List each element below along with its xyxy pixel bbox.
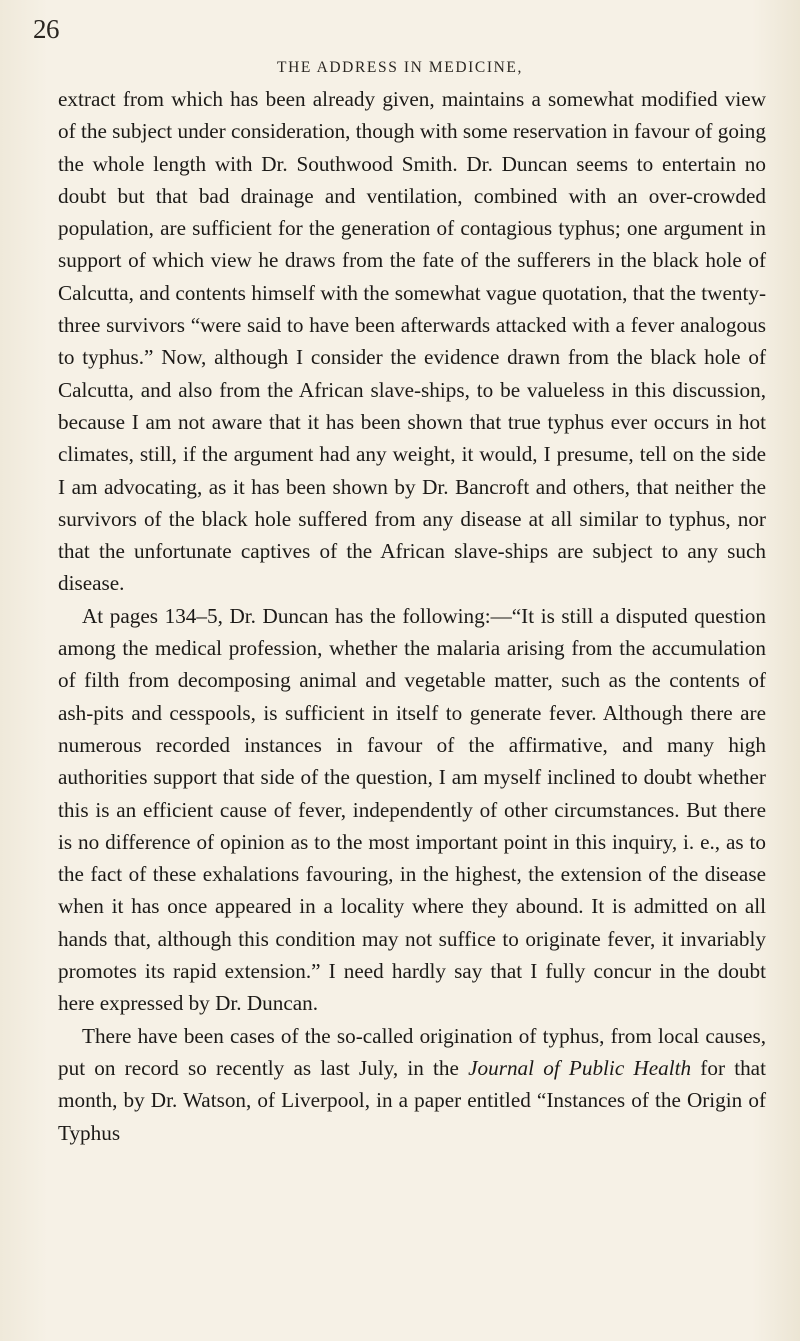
paragraph-3-text-start: There have been cases of the so-called origination of typhus, from local causes, put on record so recently as last July, in the	[58, 1023, 766, 1080]
running-head: THE ADDRESS IN MEDICINE,	[277, 59, 523, 76]
paragraph-3	[58, 1020, 766, 1149]
paragraph-1: extract from which has been already given, maintains a somewhat modified view of the subject under consideration, though with some reservation in favour of going the whole length with Dr. Southwood Smith. Dr. Duncan seems to entertain no doubt but that bad drainage and ventilation, combined with an over-crowded population, are sufficient for the generation of contagious typhus; one argument in support of which view he draws from the fate of the sufferers in the black hole of Calcutta, and contents himself with the somewhat vague quotation, that the twenty-three survivors “were said to have been afterwards attacked with a fever analogous to typhus.” Now, although I consider the evidence drawn from the black hole of Calcutta, and also from the African slave-ships, to be valueless in this discussion, because I am not aware that it has been shown that true typhus ever occurs in hot climates, still, if the argument had any weight, it would, I presume, tell on the side I am advocating, as it has been shown by Dr. Bancroft and others, that neither the survivors of the black hole suffered from any disease at all similar to typhus, nor that the unfortunate captives of the African slave-ships are subject to any such disease.	[58, 87, 766, 596]
paragraph-3-text-end: for that month, by Dr. Watson, of Liverpool, in a paper entitled “Instances of the Origin of Typhus	[58, 1055, 766, 1145]
body-text	[58, 83, 766, 1149]
journal-title: Journal of Public Health	[468, 1055, 692, 1080]
paragraph-2: At pages 134–5, Dr. Duncan has the following:—“It is still a disputed question among the medical profession, whether the malaria arising from the accumulation of filth from decomposing animal and vegetable matter, such as the contents of ash-pits and cesspools, is sufficient in itself to generate fever. Although there are numerous recorded instances in favour of the affirmative, and many high authorities support that side of the question, I am myself inclined to doubt whether this is an efficient cause of fever, independently of other circumstances. But there is no difference of opinion as to the most important point in this inquiry, i. e., as to the fact of these exhalations favouring, in the highest, the extension of the disease when it has once appeared in a locality where they abound. It is admitted on all hands that, although this condition may not suffice to originate fever, it invariably promotes its rapid extension.” I need hardly say that I fully concur in the doubt here expressed by Dr. Duncan.	[58, 603, 766, 1016]
page-number: 26	[33, 14, 59, 44]
